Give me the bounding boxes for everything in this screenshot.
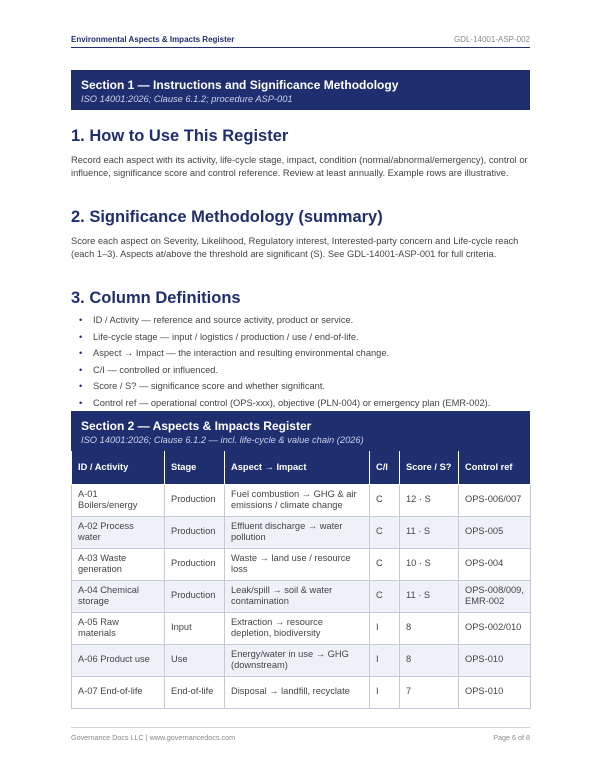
how-to-heading: 1. How to Use This Register	[71, 127, 289, 145]
section-1-banner	[71, 70, 530, 110]
cell-aspect-impact: Disposal → landfill, recyclate	[225, 676, 370, 708]
cell-ci: C	[370, 516, 400, 548]
aspects-register-table	[71, 451, 531, 709]
table-header-row	[72, 451, 531, 484]
document-id: GDL-14001-ASP-002	[453, 35, 530, 44]
cell-score: 7	[400, 676, 459, 708]
list-item-text: Life-cycle stage — input / logistics / production / use / end-of-life.	[93, 331, 359, 342]
cell-id-activity: A-04 Chemical storage	[72, 580, 165, 612]
footer-company: Governance Docs LLC | www.governancedocs.com	[71, 733, 236, 742]
column-header-control-ref: Control ref	[459, 451, 531, 484]
methodology-text: Score each aspect on Severity, Likelihood, Regulatory interest, Interested-party concern and Life-cycle reach (each 1–3). Aspects at/above the threshold are significant (S). See GDL-14001-ASP-001 for full criteria.	[71, 236, 519, 259]
cell-aspect-impact: Waste → land use / resource loss	[225, 548, 370, 580]
cell-stage: Production	[165, 484, 225, 516]
list-item-text: Aspect → Impact — the interaction and resulting environmental change.	[93, 348, 390, 358]
cell-control-ref: OPS-008/009, EMR-002	[459, 580, 531, 612]
cell-score: 11 · S	[400, 516, 459, 548]
table-row	[72, 676, 531, 708]
list-item	[71, 331, 530, 348]
cell-aspect-impact: Leak/spill → soil & water contamination	[225, 580, 370, 612]
bullet-icon: •	[79, 315, 83, 325]
cell-control-ref: OPS-010	[459, 644, 531, 676]
section-1-subtitle: ISO 14001:2026; Clause 6.1.2; procedure ASP-001	[81, 94, 293, 104]
cell-aspect-impact: Extraction → resource depletion, biodiversity	[225, 612, 370, 644]
cell-id-activity: A-03 Waste generation	[72, 548, 165, 580]
list-item-text: Control ref — operational control (OPS-xxx), objective (PLN-004) or emergency plan (EMR-002).	[93, 397, 491, 408]
cell-score: 10 · S	[400, 548, 459, 580]
bullet-icon: •	[79, 364, 83, 375]
cell-aspect-impact: Fuel combustion → GHG & air emissions / climate change	[225, 484, 370, 516]
section-1-title: Section 1 — Instructions and Significance Methodology	[81, 78, 399, 92]
section-2-title: Section 2 — Aspects & Impacts Register	[81, 419, 312, 433]
cell-aspect-impact: Energy/water in use → GHG (downstream)	[225, 644, 370, 676]
cell-id-activity: A-02 Process water	[72, 516, 165, 548]
column-header-score: Score / S?	[400, 451, 459, 484]
column-header-ci: C/I	[370, 451, 400, 484]
list-item	[71, 380, 530, 397]
cell-stage: End-of-life	[165, 676, 225, 708]
section-2-banner	[71, 411, 530, 451]
bullet-icon: •	[79, 331, 83, 342]
cell-id-activity: A-07 End-of-life	[72, 676, 165, 708]
table-row	[72, 484, 531, 516]
list-item-text: C/I — controlled or influenced.	[93, 364, 219, 375]
cell-ci: C	[370, 548, 400, 580]
bullet-icon: •	[79, 348, 83, 358]
section-2-subtitle: ISO 14001:2026; Clause 6.1.2 — incl. life-cycle & value chain (2026)	[81, 435, 364, 445]
list-item	[71, 314, 530, 331]
cell-ci: I	[370, 644, 400, 676]
page-footer	[71, 727, 530, 741]
cell-score: 11 · S	[400, 580, 459, 612]
column-header-id-activity: ID / Activity	[72, 451, 165, 484]
list-item	[71, 364, 530, 381]
cell-id-activity: A-05 Raw materials	[72, 612, 165, 644]
cell-ci: C	[370, 484, 400, 516]
cell-score: 8	[400, 612, 459, 644]
cell-control-ref: OPS-002/010	[459, 612, 531, 644]
cell-ci: I	[370, 612, 400, 644]
bullet-icon: •	[79, 397, 83, 408]
column-definitions-heading: 3. Column Definitions	[71, 289, 241, 307]
cell-id-activity: A-01 Boilers/energy	[72, 484, 165, 516]
column-definitions-list	[71, 314, 530, 413]
bullet-icon: •	[79, 381, 83, 391]
list-item-text: ID / Activity — reference and source activity, product or service.	[93, 315, 354, 325]
table-row	[72, 580, 531, 612]
table-row	[72, 548, 531, 580]
cell-control-ref: OPS-004	[459, 548, 531, 580]
cell-ci: I	[370, 676, 400, 708]
table-row	[72, 516, 531, 548]
list-item-text: Score / S? — significance score and whether significant.	[93, 381, 326, 391]
column-header-aspect-impact: Aspect → Impact	[225, 451, 370, 484]
page-number: Page 6 of 8	[493, 733, 530, 742]
cell-score: 12 · S	[400, 484, 459, 516]
cell-control-ref: OPS-005	[459, 516, 531, 548]
cell-score: 8	[400, 644, 459, 676]
cell-stage: Use	[165, 644, 225, 676]
cell-stage: Production	[165, 548, 225, 580]
table-row	[72, 644, 531, 676]
cell-stage: Input	[165, 612, 225, 644]
cell-stage: Production	[165, 516, 225, 548]
table-row	[72, 612, 531, 644]
cell-id-activity: A-06 Product use	[72, 644, 165, 676]
list-item	[71, 347, 530, 364]
column-header-stage: Stage	[165, 451, 225, 484]
document-title: Environmental Aspects & Impacts Register	[71, 35, 235, 44]
cell-control-ref: OPS-010	[459, 676, 531, 708]
cell-aspect-impact: Effluent discharge → water pollution	[225, 516, 370, 548]
cell-ci: C	[370, 580, 400, 612]
cell-control-ref: OPS-006/007	[459, 484, 531, 516]
methodology-heading: 2. Significance Methodology (summary)	[71, 208, 383, 226]
how-to-text: Record each aspect with its activity, life-cycle stage, impact, condition (normal/abnormal/emergency), control or influence, significance score and control reference. Review at least annually. Example rows are illustrative.	[71, 155, 528, 178]
cell-stage: Production	[165, 580, 225, 612]
page-header	[71, 30, 530, 48]
